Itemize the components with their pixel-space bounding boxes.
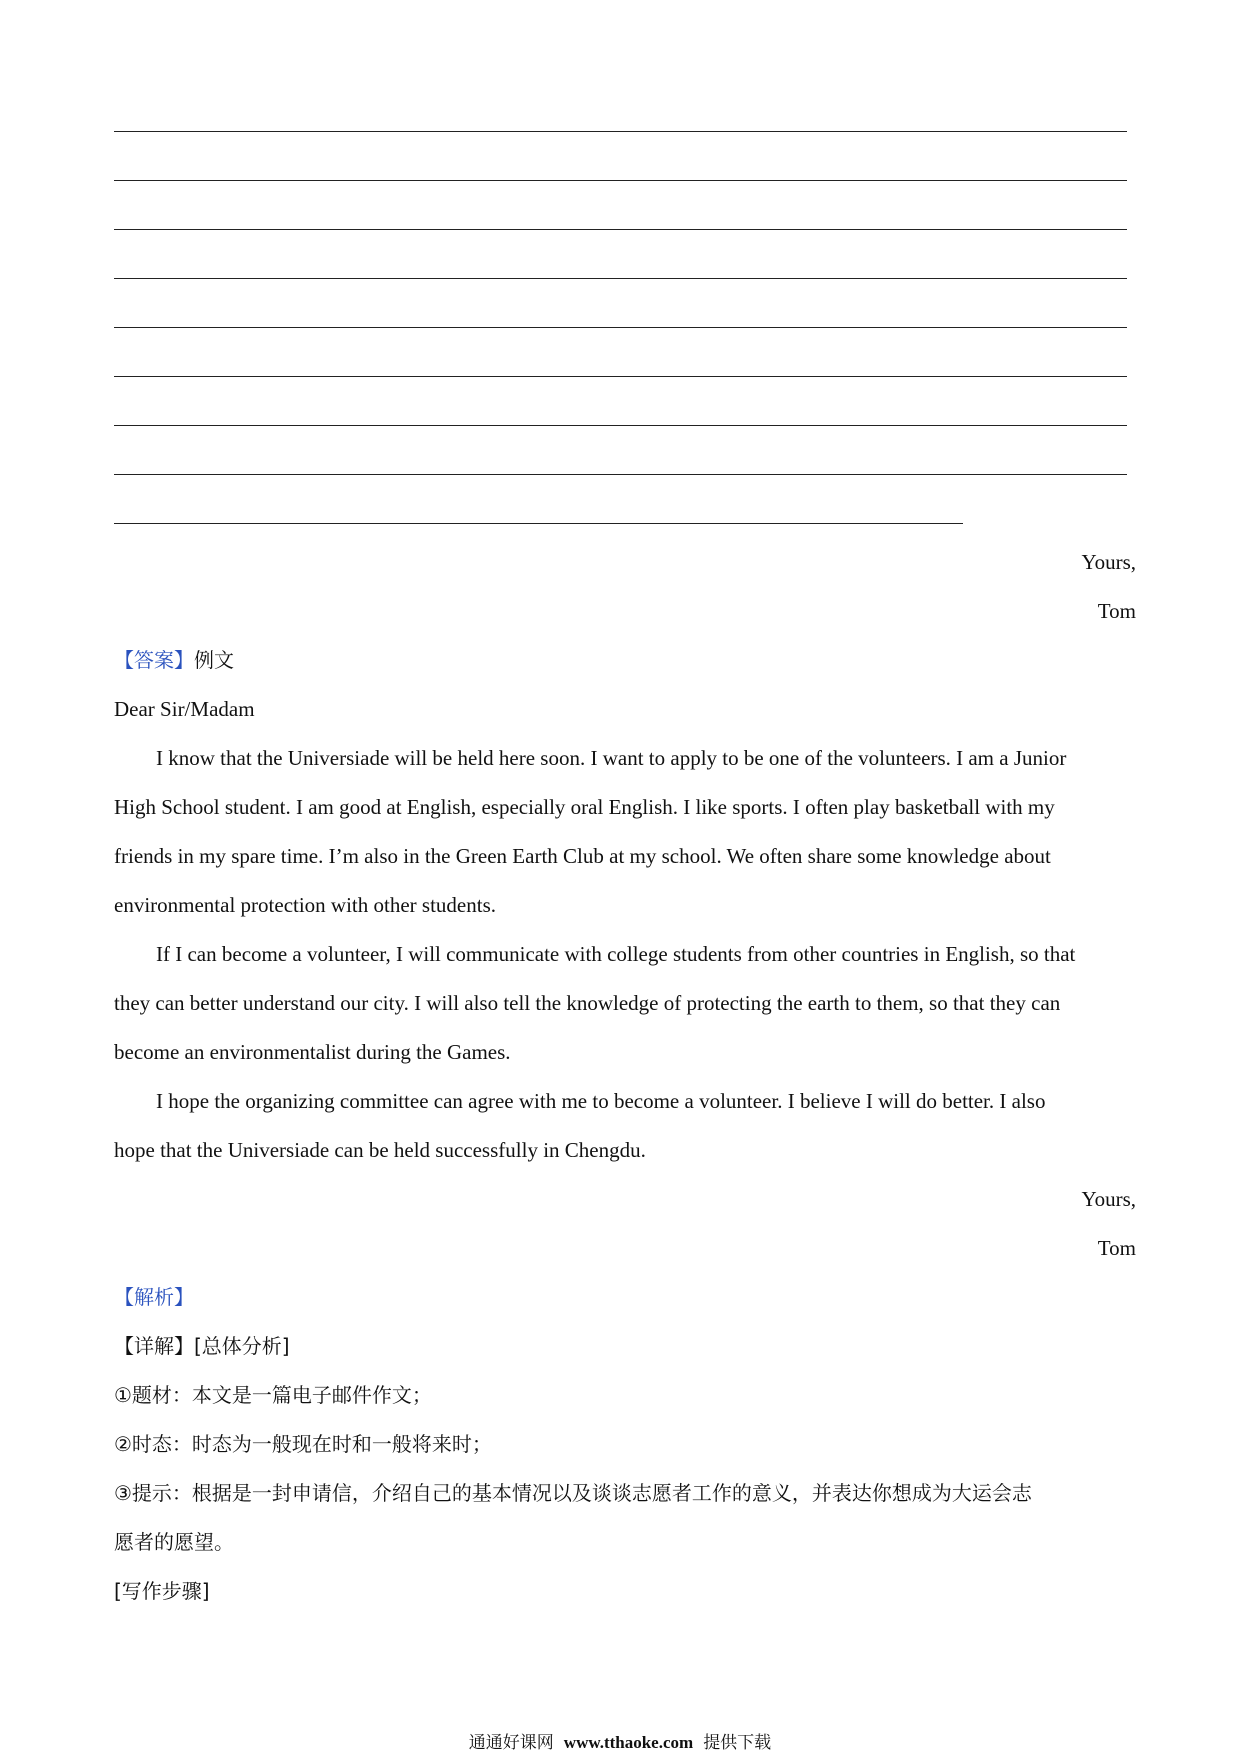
letter-line: I know that the Universiade will be held here soon. I want to apply to be one of the volunteers. I am a Junior <box>156 746 1067 770</box>
blank-answer-line <box>114 278 1127 279</box>
writing-steps-heading: [写作步骤] <box>114 1579 210 1603</box>
blank-answer-line <box>114 523 963 524</box>
footer-url[interactable]: www.tthaoke.com <box>563 1733 694 1752</box>
analysis-tag: 【解析】 <box>114 1285 194 1309</box>
blank-answer-line <box>114 131 1127 132</box>
analysis-detail-heading <box>114 1332 290 1360</box>
closing-yours: Yours, <box>1081 550 1136 574</box>
analysis-point: ②时态：时态为一般现在时和一般将来时； <box>114 1432 492 1456</box>
closing-name: Tom <box>1097 599 1136 623</box>
page-footer <box>0 1732 1240 1754</box>
blank-answer-line <box>114 425 1127 426</box>
analysis-point: ③提示：根据是一封申请信，介绍自己的基本情况以及谈谈志愿者工作的意义，并表达你想成为大运会志 <box>114 1481 1032 1505</box>
blank-answer-line <box>114 376 1127 377</box>
blank-answer-line <box>114 327 1127 328</box>
letter-line: friends in my spare time. I’m also in the Green Earth Club at my school. We often share some knowledge about <box>114 844 1051 868</box>
letter-line: environmental protection with other students. <box>114 893 496 917</box>
analysis-point: ①题材：本文是一篇电子邮件作文； <box>114 1383 432 1407</box>
blank-answer-line <box>114 180 1127 181</box>
letter-closing-yours: Yours, <box>1081 1187 1136 1211</box>
analysis-point: 愿者的愿望。 <box>114 1530 234 1554</box>
overall-analysis-label: [总体分析] <box>194 1334 290 1358</box>
footer-download-note: 提供下载 <box>703 1733 772 1753</box>
letter-line: I hope the organizing committee can agree with me to become a volunteer. I believe I will do better. I also <box>156 1089 1046 1113</box>
letter-line: If I can become a volunteer, I will communicate with college students from other countries in English, so that <box>156 942 1076 966</box>
letter-line: become an environmentalist during the Games. <box>114 1040 511 1064</box>
detail-tag: 【详解】 <box>114 1334 194 1358</box>
letter-line: hope that the Universiade can be held successfully in Chengdu. <box>114 1138 646 1162</box>
letter-line: they can better understand our city. I will also tell the knowledge of protecting the earth to them, so that they can <box>114 991 1061 1015</box>
letter-line: High School student. I am good at English, especially oral English. I like sports. I often play basketball with my <box>114 795 1055 819</box>
letter-closing-name: Tom <box>1097 1236 1136 1260</box>
answer-tag: 【答案】 <box>114 648 194 672</box>
answer-label: 例文 <box>194 648 234 672</box>
footer-site-name: 通通好课网 <box>468 1733 554 1753</box>
answer-heading <box>114 646 234 674</box>
letter-salutation: Dear Sir/Madam <box>114 697 255 721</box>
blank-answer-line <box>114 474 1127 475</box>
blank-answer-line <box>114 229 1127 230</box>
